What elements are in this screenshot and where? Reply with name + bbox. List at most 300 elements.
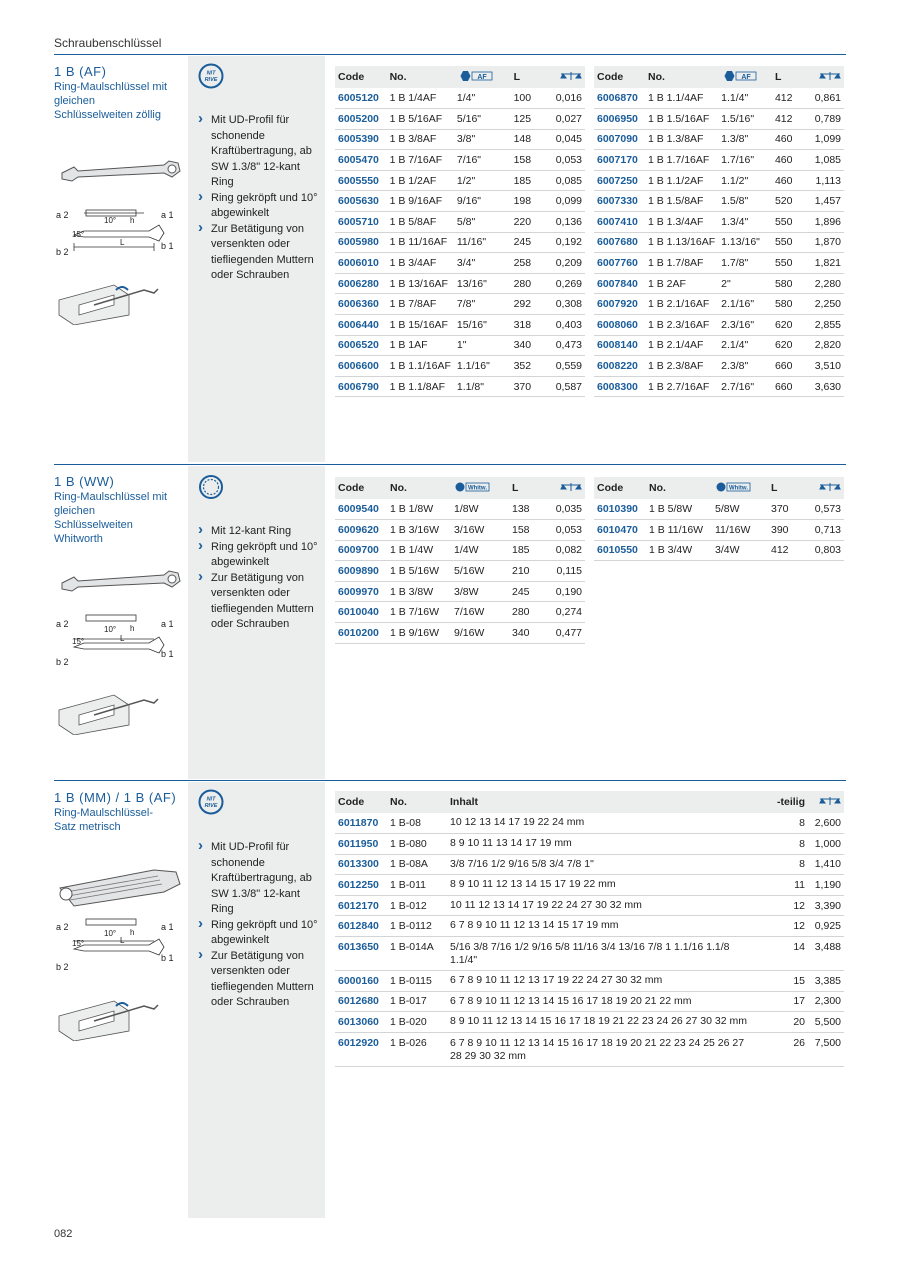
- table-row: [335, 232, 585, 253]
- dimension-diagram-icon: [74, 210, 164, 251]
- header-rule: [54, 54, 846, 55]
- cell-weight: 0,082: [549, 540, 585, 561]
- table-row: [594, 315, 844, 336]
- cell-length: 412: [772, 88, 809, 109]
- cell-code: 6006790: [335, 376, 387, 397]
- cell-no: 1 B-017: [387, 991, 447, 1012]
- cell-weight: 0,403: [549, 315, 585, 336]
- label-b1: b 1: [161, 649, 174, 659]
- cell-no: 1 B 9/16AF: [387, 191, 454, 212]
- label-b2: b 2: [56, 657, 69, 667]
- label-a2: a 2: [56, 619, 69, 629]
- page-number: 082: [54, 1228, 73, 1240]
- cell-code: 6009700: [335, 540, 387, 561]
- cell-size: 1/4": [454, 88, 511, 109]
- cell-no: 1 B 1/2AF: [387, 170, 454, 191]
- table-row: [594, 294, 844, 315]
- cell-no: 1 B 3/4W: [646, 540, 712, 561]
- cell-size: 5/16": [454, 109, 511, 130]
- cell-weight: 0,789: [809, 109, 844, 130]
- cell-contents: 3/8 7/16 1/2 9/16 5/8 3/4 7/8 1": [447, 854, 757, 875]
- cell-code: 6012840: [335, 916, 387, 937]
- cell-no: 1 B 9/16W: [387, 623, 451, 644]
- cell-weight: 0,573: [808, 499, 844, 520]
- cell-code: 6010200: [335, 623, 387, 644]
- cell-length: 390: [768, 520, 808, 541]
- table-row: [594, 520, 844, 541]
- hex-size-icon: [721, 70, 757, 82]
- cell-no: 1 B-011: [387, 875, 447, 896]
- cell-size: 1.5/16": [718, 109, 772, 130]
- table-row: [335, 540, 585, 561]
- table-row: [335, 253, 585, 274]
- twelve-point-ring-icon: [198, 474, 224, 500]
- label-h: h: [130, 624, 135, 633]
- label-b2: b 2: [56, 962, 69, 972]
- cell-pieces: 12: [757, 916, 808, 937]
- label-angle10: 10°: [104, 625, 117, 634]
- cell-weight: 3,390: [808, 895, 844, 916]
- cell-size: 3/8": [454, 129, 511, 150]
- feature-item: › Ring gekröpft und 10° abgewinkelt: [198, 191, 322, 222]
- col-code: Code: [335, 66, 387, 88]
- cell-no: 1 B-08: [387, 813, 447, 834]
- col-size: [451, 477, 509, 499]
- cell-weight: 0,209: [549, 253, 585, 274]
- col-code: Code: [594, 477, 646, 499]
- cell-size: 1/2": [454, 170, 511, 191]
- cell-contents: 6 7 8 9 10 11 12 13 14 15 16 17 18 19 20 21 22 mm: [447, 991, 757, 1012]
- cell-contents: 8 9 10 11 12 13 14 15 17 19 22 mm: [447, 875, 757, 896]
- cell-size: 1.1/2": [718, 170, 772, 191]
- cell-code: 6007680: [594, 232, 645, 253]
- cell-weight: 2,820: [809, 335, 844, 356]
- label-b1: b 1: [161, 241, 174, 251]
- section-title: 1 B (AF): [54, 64, 107, 79]
- cell-length: 125: [511, 109, 550, 130]
- cell-length: 158: [509, 520, 549, 541]
- product-table-left: [335, 477, 585, 644]
- feature-item: › Zur Betätigung von versenkten oder tiefliegenden Muttern oder Schrauben: [198, 571, 322, 633]
- usage-illustration-icon: [59, 285, 158, 325]
- col-no: No.: [387, 66, 454, 88]
- cell-no: 1 B 7/8AF: [387, 294, 454, 315]
- label-a2: a 2: [56, 210, 69, 220]
- dimension-diagram-icon: [74, 919, 164, 955]
- table-row: [335, 991, 844, 1012]
- cell-length: 185: [511, 170, 550, 191]
- cell-code: 6010040: [335, 602, 387, 623]
- col-size: [712, 477, 768, 499]
- cell-code: 6006010: [335, 253, 387, 274]
- cell-weight: 0,473: [549, 335, 585, 356]
- product-table-right: [594, 66, 844, 397]
- feature-list: [198, 113, 322, 284]
- cell-no: 1 B 7/16W: [387, 602, 451, 623]
- cell-no: 1 B-026: [387, 1032, 447, 1066]
- feature-item: › Ring gekröpft und 10° abgewinkelt: [198, 918, 322, 949]
- svg-text:AF: AF: [477, 73, 487, 81]
- table-row: [335, 109, 585, 130]
- table-row: [335, 356, 585, 377]
- cell-length: 580: [772, 273, 809, 294]
- cell-size: 5/8W: [712, 499, 768, 520]
- section-rule: [54, 464, 846, 465]
- set-table: [335, 791, 844, 1067]
- section-rule: [54, 780, 846, 781]
- cell-weight: 0,308: [549, 294, 585, 315]
- cell-no: 1 B 5/8AF: [387, 212, 454, 233]
- col-length: L: [511, 66, 550, 88]
- col-no: No.: [645, 66, 718, 88]
- table-row: [335, 499, 585, 520]
- table-row: [594, 356, 844, 377]
- col-no: No.: [646, 477, 712, 499]
- label-L: L: [120, 936, 125, 945]
- cell-length: 318: [511, 315, 550, 336]
- cell-length: 520: [772, 191, 809, 212]
- cell-length: 280: [509, 602, 549, 623]
- cell-code: 6007170: [594, 150, 645, 171]
- table-row: [335, 834, 844, 855]
- cell-no: 1 B 2AF: [645, 273, 718, 294]
- table-row: [335, 602, 585, 623]
- cell-size: 1.7/16": [718, 150, 772, 171]
- cell-code: 6005470: [335, 150, 387, 171]
- table-row: [335, 971, 844, 992]
- cell-size: 15/16": [454, 315, 511, 336]
- col-code: Code: [335, 477, 387, 499]
- cell-size: 1/4W: [451, 540, 509, 561]
- cell-weight: 1,099: [809, 129, 844, 150]
- cell-code: 6006870: [594, 88, 645, 109]
- cell-size: 2.3/16": [718, 315, 772, 336]
- cell-size: 1.5/8": [718, 191, 772, 212]
- cell-size: 7/16": [454, 150, 511, 171]
- unit-drive-icon: [198, 789, 224, 815]
- label-a1: a 1: [161, 922, 174, 932]
- cell-no: 1 B 1.5/16AF: [645, 109, 718, 130]
- cell-weight: 0,274: [549, 602, 585, 623]
- cell-code: 6006950: [594, 109, 645, 130]
- cell-contents: 10 12 13 14 17 19 22 24 mm: [447, 813, 757, 834]
- cell-weight: 0,861: [809, 88, 844, 109]
- label-L: L: [120, 634, 125, 643]
- cell-code: 6009620: [335, 520, 387, 541]
- cell-size: 1.3/4": [718, 212, 772, 233]
- cell-code: 6008300: [594, 376, 645, 397]
- cell-weight: 3,630: [809, 376, 844, 397]
- cell-length: 245: [509, 581, 549, 602]
- cell-size: 2": [718, 273, 772, 294]
- cell-length: 370: [768, 499, 808, 520]
- label-a2: a 2: [56, 922, 69, 932]
- cell-no: 1 B 1.7/16AF: [645, 150, 718, 171]
- cell-no: 1 B 5/16AF: [387, 109, 454, 130]
- cell-length: 158: [511, 150, 550, 171]
- cell-code: 6005120: [335, 88, 387, 109]
- table-row: [335, 376, 585, 397]
- cell-length: 245: [511, 232, 550, 253]
- cell-weight: 1,821: [809, 253, 844, 274]
- cell-size: 1.3/8": [718, 129, 772, 150]
- table-row: [335, 273, 585, 294]
- cell-code: 6005630: [335, 191, 387, 212]
- cell-code: 6010550: [594, 540, 646, 561]
- feature-item: › Ring gekröpft und 10° abgewinkelt: [198, 540, 322, 571]
- cell-length: 412: [768, 540, 808, 561]
- table-row: [335, 129, 585, 150]
- label-a1: a 1: [161, 619, 174, 629]
- label-angle15: 15°: [72, 939, 85, 948]
- cell-code: 6005710: [335, 212, 387, 233]
- cell-no: 1 B 1AF: [387, 335, 454, 356]
- cell-no: 1 B-0112: [387, 916, 447, 937]
- col-weight: [808, 791, 844, 813]
- cell-code: 6005550: [335, 170, 387, 191]
- cell-code: 6013060: [335, 1012, 387, 1033]
- svg-text:Whitw.: Whitw.: [467, 485, 488, 491]
- cell-no: 1 B 1.1/16AF: [387, 356, 454, 377]
- cell-pieces: 26: [757, 1032, 808, 1066]
- cell-contents: 10 11 12 13 14 17 19 22 24 27 30 32 mm: [447, 895, 757, 916]
- cell-length: 100: [511, 88, 550, 109]
- cell-length: 620: [772, 315, 809, 336]
- table-row: [594, 376, 844, 397]
- cell-no: 1 B 3/8AF: [387, 129, 454, 150]
- table-row: [335, 561, 585, 582]
- table-row: [594, 109, 844, 130]
- cell-length: 620: [772, 335, 809, 356]
- cell-contents: 5/16 3/8 7/16 1/2 9/16 5/8 11/16 3/4 13/16 7/8 1 1.1/16 1.1/8 1.1/4": [447, 937, 757, 971]
- cell-size: 7/16W: [451, 602, 509, 623]
- wrench-illustration: [54, 565, 184, 735]
- col-weight: [549, 66, 585, 88]
- cell-code: 6013650: [335, 937, 387, 971]
- cell-code: 6006440: [335, 315, 387, 336]
- label-h: h: [130, 216, 135, 225]
- cell-code: 6005390: [335, 129, 387, 150]
- cell-weight: 0,053: [549, 150, 585, 171]
- table-row: [335, 875, 844, 896]
- cell-no: 1 B 2.1/16AF: [645, 294, 718, 315]
- section-subtitle: Ring-Maulschlüssel mit gleichen Schlüsselweiten zöllig: [54, 81, 168, 121]
- cell-contents: 6 7 8 9 10 11 12 13 17 19 22 24 27 30 32 mm: [447, 971, 757, 992]
- label-angle10: 10°: [104, 216, 117, 225]
- cell-size: 5/16W: [451, 561, 509, 582]
- cell-length: 340: [509, 623, 549, 644]
- cell-size: 1.13/16": [718, 232, 772, 253]
- cell-no: 1 B 13/16AF: [387, 273, 454, 294]
- table-row: [335, 895, 844, 916]
- cell-length: 550: [772, 212, 809, 233]
- cell-size: 2.7/16": [718, 376, 772, 397]
- cell-no: 1 B 5/16W: [387, 561, 451, 582]
- col-size: [718, 66, 772, 88]
- table-row: [335, 315, 585, 336]
- cell-weight: 0,587: [549, 376, 585, 397]
- usage-illustration-icon: [59, 695, 158, 735]
- table-row: [594, 273, 844, 294]
- cell-code: 6008060: [594, 315, 645, 336]
- svg-text:RIVE: RIVE: [204, 803, 218, 809]
- cell-code: 6000160: [335, 971, 387, 992]
- cell-no: 1 B 2.1/4AF: [645, 335, 718, 356]
- cell-no: 1 B 1.13/16AF: [645, 232, 718, 253]
- cell-weight: 0,192: [549, 232, 585, 253]
- wrench-icon: [62, 161, 180, 181]
- cell-size: 1.1/4": [718, 88, 772, 109]
- cell-no: 1 B 3/4AF: [387, 253, 454, 274]
- cell-weight: 0,035: [549, 499, 585, 520]
- cell-weight: 3,385: [808, 971, 844, 992]
- weight-scale-icon: [819, 482, 841, 492]
- cell-pieces: 8: [757, 813, 808, 834]
- cell-no: 1 B 1.1/4AF: [645, 88, 718, 109]
- cell-code: 6008220: [594, 356, 645, 377]
- whitworth-size-icon: [454, 481, 490, 493]
- cell-length: 460: [772, 129, 809, 150]
- whitworth-size-icon: [715, 481, 751, 493]
- cell-weight: 1,410: [808, 854, 844, 875]
- cell-code: 6011950: [335, 834, 387, 855]
- cell-no: 1 B-08A: [387, 854, 447, 875]
- cell-weight: 0,803: [808, 540, 844, 561]
- cell-code: 6006280: [335, 273, 387, 294]
- cell-no: 1 B 15/16AF: [387, 315, 454, 336]
- table-row: [335, 212, 585, 233]
- cell-weight: 2,300: [808, 991, 844, 1012]
- label-h: h: [130, 928, 135, 937]
- table-row: [335, 335, 585, 356]
- cell-no: 1 B-020: [387, 1012, 447, 1033]
- cell-weight: 2,600: [808, 813, 844, 834]
- table-row: [594, 253, 844, 274]
- col-size: [454, 66, 511, 88]
- table-row: [335, 1032, 844, 1066]
- table-row: [335, 520, 585, 541]
- cell-no: 1 B 7/16AF: [387, 150, 454, 171]
- cell-code: 6012250: [335, 875, 387, 896]
- table-row: [335, 294, 585, 315]
- cell-length: 292: [511, 294, 550, 315]
- cell-pieces: 15: [757, 971, 808, 992]
- cell-contents: 6 7 8 9 10 11 12 13 14 15 16 17 18 19 20 21 22 23 24 25 26 27 28 29 30 32 mm: [447, 1032, 757, 1066]
- feature-item: › Mit UD-Profil für schonende Kraftübertragung, ab SW 1.3/8" 12-kant Ring: [198, 840, 322, 918]
- cell-weight: 0,027: [549, 109, 585, 130]
- cell-weight: 1,113: [809, 170, 844, 191]
- cell-length: 280: [511, 273, 550, 294]
- cell-weight: 0,085: [549, 170, 585, 191]
- cell-weight: 1,000: [808, 834, 844, 855]
- cell-weight: 3,510: [809, 356, 844, 377]
- weight-scale-icon: [560, 71, 582, 81]
- cell-weight: 3,488: [808, 937, 844, 971]
- cell-weight: 0,190: [549, 581, 585, 602]
- cell-size: 13/16": [454, 273, 511, 294]
- cell-length: 258: [511, 253, 550, 274]
- cell-pieces: 12: [757, 895, 808, 916]
- cell-weight: 1,457: [809, 191, 844, 212]
- cell-contents: 8 9 10 11 13 14 17 19 mm: [447, 834, 757, 855]
- cell-contents: 6 7 8 9 10 11 12 13 14 15 17 19 mm: [447, 916, 757, 937]
- col-length: L: [768, 477, 808, 499]
- cell-length: 148: [511, 129, 550, 150]
- table-row: [594, 191, 844, 212]
- table-row: [594, 499, 844, 520]
- cell-code: 6006600: [335, 356, 387, 377]
- cell-length: 580: [772, 294, 809, 315]
- weight-scale-icon: [819, 796, 841, 806]
- cell-code: 6006520: [335, 335, 387, 356]
- cell-size: 1.1/16": [454, 356, 511, 377]
- table-row: [335, 854, 844, 875]
- col-contents: Inhalt: [447, 791, 757, 813]
- cell-length: 660: [772, 376, 809, 397]
- cell-weight: 2,280: [809, 273, 844, 294]
- section-title: 1 B (WW): [54, 474, 115, 489]
- cell-size: 5/8": [454, 212, 511, 233]
- cell-weight: 0,099: [549, 191, 585, 212]
- cell-code: 6010390: [594, 499, 646, 520]
- cell-no: 1 B 2.7/16AF: [645, 376, 718, 397]
- usage-illustration-icon: [59, 1001, 158, 1041]
- cell-length: 550: [772, 232, 809, 253]
- cell-length: 138: [509, 499, 549, 520]
- cell-code: 6007920: [594, 294, 645, 315]
- cell-code: 6007090: [594, 129, 645, 150]
- cell-weight: 0,016: [549, 88, 585, 109]
- table-row: [594, 540, 844, 561]
- cell-no: 1 B 1/8W: [387, 499, 451, 520]
- cell-code: 6009970: [335, 581, 387, 602]
- col-weight: [808, 477, 844, 499]
- cell-pieces: 17: [757, 991, 808, 1012]
- svg-text:NIT: NIT: [206, 70, 216, 77]
- svg-text:Whitw.: Whitw.: [728, 485, 749, 491]
- page-category: Schraubenschlüssel: [54, 36, 162, 50]
- cell-size: 7/8": [454, 294, 511, 315]
- cell-no: 1 B 1.7/8AF: [645, 253, 718, 274]
- feature-list: [198, 524, 322, 633]
- cell-length: 185: [509, 540, 549, 561]
- table-row: [335, 1012, 844, 1033]
- section-title: 1 B (MM) / 1 B (AF): [54, 790, 177, 805]
- cell-length: 460: [772, 170, 809, 191]
- cell-weight: 2,250: [809, 294, 844, 315]
- cell-length: 352: [511, 356, 550, 377]
- cell-no: 1 B 2.3/8AF: [645, 356, 718, 377]
- cell-code: 6007330: [594, 191, 645, 212]
- cell-length: 210: [509, 561, 549, 582]
- cell-length: 460: [772, 150, 809, 171]
- feature-item: › Zur Betätigung von versenkten oder tiefliegenden Muttern oder Schrauben: [198, 949, 322, 1011]
- cell-no: 1 B 1.1/8AF: [387, 376, 454, 397]
- cell-code: 6012920: [335, 1032, 387, 1066]
- product-table-right: [594, 477, 844, 561]
- wrench-set-illustration: [54, 866, 184, 1041]
- cell-code: 6005980: [335, 232, 387, 253]
- table-row: [335, 170, 585, 191]
- table-row: [335, 937, 844, 971]
- cell-code: 6009890: [335, 561, 387, 582]
- cell-no: 1 B 11/16W: [646, 520, 712, 541]
- cell-weight: 0,713: [808, 520, 844, 541]
- cell-no: 1 B 2.3/16AF: [645, 315, 718, 336]
- weight-scale-icon: [560, 482, 582, 492]
- cell-code: 6006360: [335, 294, 387, 315]
- cell-size: 1.7/8": [718, 253, 772, 274]
